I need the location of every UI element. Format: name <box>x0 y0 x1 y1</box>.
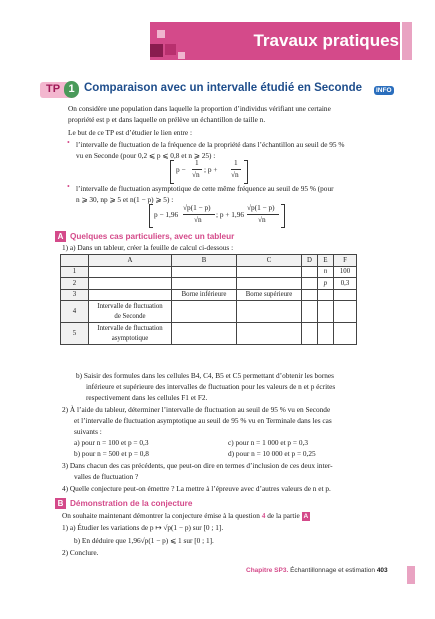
table-cell <box>318 323 334 345</box>
bullet-text: l’intervalle de fluctuation de la fréquence de la propriété dans l’échantillon au seuil de 95 % <box>76 140 345 149</box>
cell-line: de Seconde <box>114 312 146 320</box>
spreadsheet-table <box>60 254 357 345</box>
table-cell <box>334 289 357 301</box>
table-cell: Borne inférieure <box>172 289 237 301</box>
formula-denominator: √n <box>231 170 239 179</box>
question-ref: 4 <box>261 511 266 520</box>
table-cell: Borne supérieure <box>237 289 302 301</box>
table-row <box>61 278 357 290</box>
intro-text: de la partie <box>267 511 300 520</box>
case-item: c) pour n = 1 000 et p = 0,3 <box>228 438 308 447</box>
bullet-text: vu en Seconde (pour 0,2 ⩽ p ⩽ 0,8 et n ⩾ 25) : <box>76 151 216 160</box>
footer-title: Échantillonnage et estimation <box>290 567 375 574</box>
case-item: a) pour n = 100 et p = 0,3 <box>74 438 149 447</box>
formula-numerator: √p(1 − p) <box>183 203 211 212</box>
table-row <box>61 323 357 345</box>
header-side-stripe <box>402 22 412 60</box>
formula-numerator: 1 <box>234 158 238 167</box>
bullet-text: n ⩾ 30, np ⩾ 5 et n(1 − p) ⩾ 5) : <box>76 195 174 204</box>
formula-part: ; p + 1,96 <box>216 210 245 219</box>
table-header-row <box>61 255 357 267</box>
formula-part: p − 1,96 <box>154 210 179 219</box>
formula-denominator: √n <box>258 215 266 224</box>
bracket-right <box>244 160 248 184</box>
table-row <box>61 301 357 323</box>
bullet-text: l’intervalle de fluctuation asymptotique de cette même fréquence au seuil de 95 % (pour <box>76 184 334 193</box>
table-cell <box>172 301 237 323</box>
formula-numerator: 1 <box>195 158 199 167</box>
decorative-square <box>157 30 165 38</box>
cell-line: Intervalle de fluctuation <box>97 302 163 310</box>
cell-line: asymptotique <box>111 334 149 342</box>
table-cell <box>89 278 172 290</box>
question-text: 4) Quelle conjecture peut-on émettre ? La mettre à l’épreuve avec d’autres valeurs de n et p. <box>62 484 331 493</box>
table-cell <box>302 323 318 345</box>
formula-denominator: √n <box>194 215 202 224</box>
table-cell <box>334 301 357 323</box>
row-header: 4 <box>61 301 89 323</box>
column-header: D <box>302 255 318 267</box>
bullet-icon: • <box>67 138 70 147</box>
question-text: valles de fluctuation ? <box>74 472 139 481</box>
page-number: 403 <box>376 567 388 574</box>
section-b-intro <box>62 511 310 521</box>
question-text: et l’intervalle de fluctuation asymptotique au seuil de 95 % vu en Terminale dans les cas <box>74 416 332 425</box>
question-text: inférieure et supérieure des intervalles de fluctuation pour les valeurs de n et p écrites <box>86 382 336 391</box>
column-header: E <box>318 255 334 267</box>
bracket-right <box>281 204 285 228</box>
column-header: B <box>172 255 237 267</box>
question-text: b) Saisir des formules dans les cellules B4, C4, B5 et C5 permettant d’obtenir les bornes <box>76 371 334 380</box>
tp-label: TP <box>46 83 61 95</box>
row-header: 1 <box>61 266 89 278</box>
table-cell <box>89 323 172 345</box>
formula-part: p − <box>176 165 186 174</box>
table-cell <box>237 323 302 345</box>
formula-denominator: √n <box>192 170 200 179</box>
case-item: b) pour n = 500 et p = 0,8 <box>74 449 149 458</box>
table-cell <box>89 266 172 278</box>
column-header: F <box>334 255 357 267</box>
table-cell <box>237 301 302 323</box>
decorative-square <box>165 44 176 55</box>
table-cell <box>172 323 237 345</box>
intro-line: propriété est p et dans laquelle on prélève un échantillon de taille n. <box>68 115 266 124</box>
question-text: suivants : <box>74 427 102 436</box>
question-text: 1) a) Étudier les variations de p ↦ √p(1 − p) sur [0 ; 1]. <box>62 523 224 532</box>
table-cell <box>334 323 357 345</box>
table-cell: p <box>318 278 334 290</box>
section-b-title: Démonstration de la conjecture <box>70 499 193 508</box>
table-cell: 100 <box>334 266 357 278</box>
bracket-left <box>149 204 153 228</box>
footer-chapter: Chapitre SP3. <box>246 567 289 574</box>
section-a-title: Quelques cas particuliers, avec un tableur <box>70 232 235 241</box>
table-cell <box>302 278 318 290</box>
section-b-box: B <box>55 498 66 509</box>
table-cell <box>318 289 334 301</box>
table-cell: n <box>318 266 334 278</box>
table-cell <box>89 289 172 301</box>
formula-numerator: √p(1 − p) <box>247 203 275 212</box>
tp-title: Comparaison avec un intervalle étudié en Seconde <box>84 82 363 94</box>
table-cell <box>302 289 318 301</box>
decorative-square <box>150 44 163 57</box>
question-text: 3) Dans chacun des cas précédents, que peut-on dire en termes d’inclusion de ces deux inter- <box>62 461 333 470</box>
question-text: 2) À l’aide du tableur, déterminer l’intervalle de fluctuation au seuil de 95 % vu en Seconde <box>62 405 331 414</box>
question-text: respectivement dans les cellules F1 et F2. <box>86 393 208 402</box>
table-cell <box>302 266 318 278</box>
table-cell <box>302 301 318 323</box>
bullet-icon: • <box>67 182 70 191</box>
question-text: b) En déduire que 1,96√p(1 − p) ⩽ 1 sur [0 ; 1]. <box>74 536 214 545</box>
table-cell: 0,3 <box>334 278 357 290</box>
row-header: 2 <box>61 278 89 290</box>
row-header: 5 <box>61 323 89 345</box>
bracket-left <box>170 160 174 184</box>
table-cell <box>237 266 302 278</box>
table-corner <box>61 255 89 267</box>
section-a-box: A <box>55 231 66 242</box>
column-header: A <box>89 255 172 267</box>
intro-line: On considère une population dans laquelle la proportion d’individus vérifiant une certaine <box>68 104 331 113</box>
info-badge: INFO <box>376 87 392 94</box>
decorative-square <box>178 52 185 59</box>
cell-line: Intervalle de fluctuation <box>97 324 163 332</box>
column-header: C <box>237 255 302 267</box>
intro-text: On souhaite maintenant démontrer la conjecture émise à la question <box>62 511 260 520</box>
question-text: 2) Conclure. <box>62 548 99 557</box>
section-ref-box: A <box>303 513 309 520</box>
table-cell <box>172 266 237 278</box>
table-cell <box>237 278 302 290</box>
table-row <box>61 266 357 278</box>
footer-tab <box>407 566 415 584</box>
intro-line: Le but de ce TP est d’étudier le lien entre : <box>68 128 193 137</box>
table-row <box>61 289 357 301</box>
case-item: d) pour n = 10 000 et p = 0,25 <box>228 449 316 458</box>
tp-number: 1 <box>64 81 79 98</box>
question-text: 1) a) Dans un tableur, créer la feuille de calcul ci-dessous : <box>62 243 234 252</box>
table-cell <box>89 301 172 323</box>
page-footer <box>246 567 388 574</box>
row-header: 3 <box>61 289 89 301</box>
table-cell <box>172 278 237 290</box>
table-cell <box>318 301 334 323</box>
page-header-title: Travaux pratiques <box>253 31 399 50</box>
formula-part: ; p + <box>204 165 218 174</box>
